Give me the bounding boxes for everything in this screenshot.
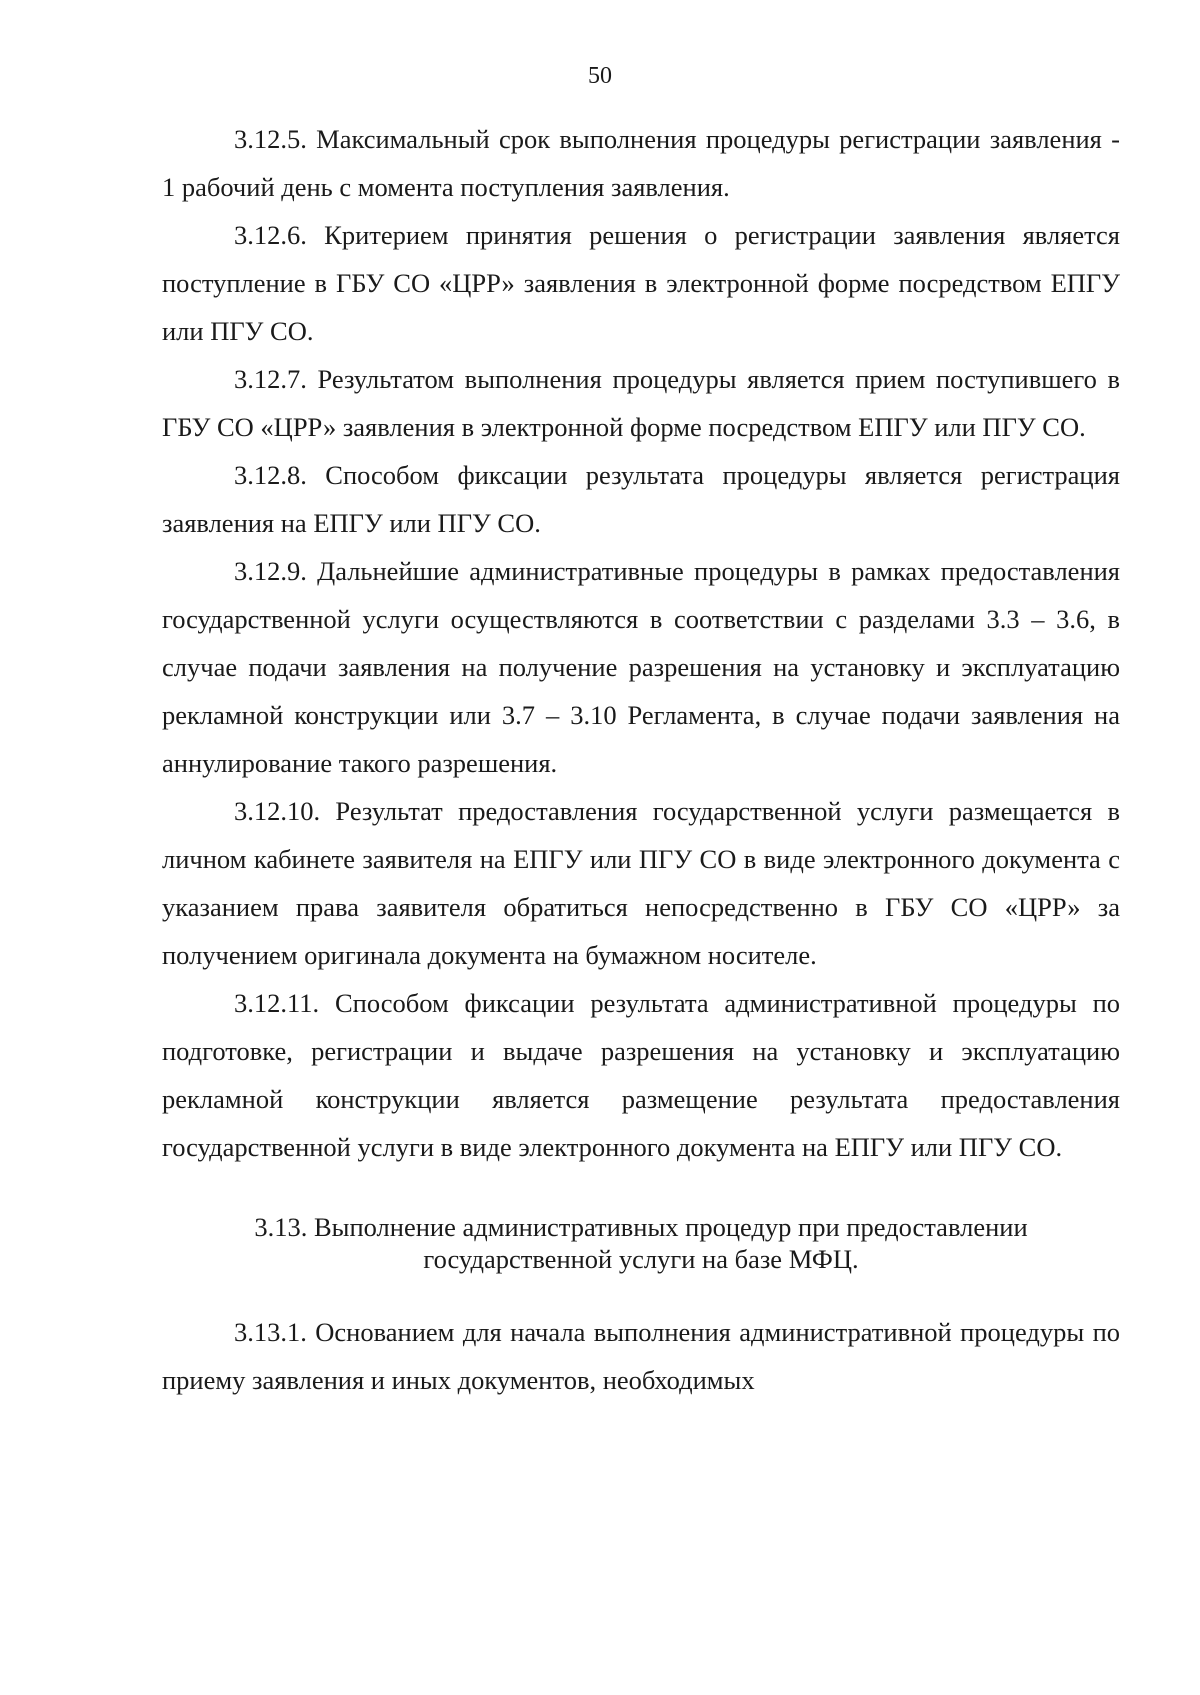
paragraph-3-12-7: 3.12.7. Результатом выполнения процедуры является прием поступившего в ГБУ СО «ЦРР» заявления в электронной форме посредством ЕПГУ или ПГУ СО. — [162, 364, 1120, 442]
section-heading: 3.13. Выполнение административных процедур при предоставлении государственной услуги на базе МФЦ. — [254, 1212, 1028, 1274]
paragraph-3-12-5: 3.12.5. Максимальный срок выполнения процедуры регистрации заявления - 1 рабочий день с момента поступления заявления. — [162, 124, 1120, 202]
page-number: 50 — [588, 63, 612, 89]
paragraph-3-12-9: 3.12.9. Дальнейшие административные процедуры в рамках предоставления государственной услуги осуществляются в соответствии с разделами 3.3 – 3.6, в случае подачи заявления на получение разрешения на установку и эксплуатацию рекламной конструкции или 3.7 – 3.10 Регламента, в случае подачи заявления на аннулирование такого разрешения. — [162, 556, 1120, 778]
paragraph-3-12-8: 3.12.8. Способом фиксации результата процедуры является регистрация заявления на ЕПГУ или ПГУ СО. — [162, 460, 1120, 538]
paragraph-3-13-1: 3.13.1. Основанием для начала выполнения административной процедуры по приему заявления и иных документов, необходимых — [162, 1317, 1120, 1395]
document-body — [162, 115, 1120, 1404]
paragraph-3-12-6: 3.12.6. Критерием принятия решения о регистрации заявления является поступление в ГБУ СО «ЦРР» заявления в электронной форме посредством ЕПГУ или ПГУ СО. — [162, 220, 1120, 346]
paragraph-3-12-11: 3.12.11. Способом фиксации результата административной процедуры по подготовке, регистрации и выдаче разрешения на установку и эксплуатацию рекламной конструкции является размещение результата предоставления государственной услуги в виде электронного документа на ЕПГУ или ПГУ СО. — [162, 988, 1120, 1162]
paragraph-3-12-10: 3.12.10. Результат предоставления государственной услуги размещается в личном кабинете заявителя на ЕПГУ или ПГУ СО в виде электронного документа с указанием права заявителя обратиться непосредственно в ГБУ СО «ЦРР» за получением оригинала документа на бумажном носителе. — [162, 796, 1120, 970]
